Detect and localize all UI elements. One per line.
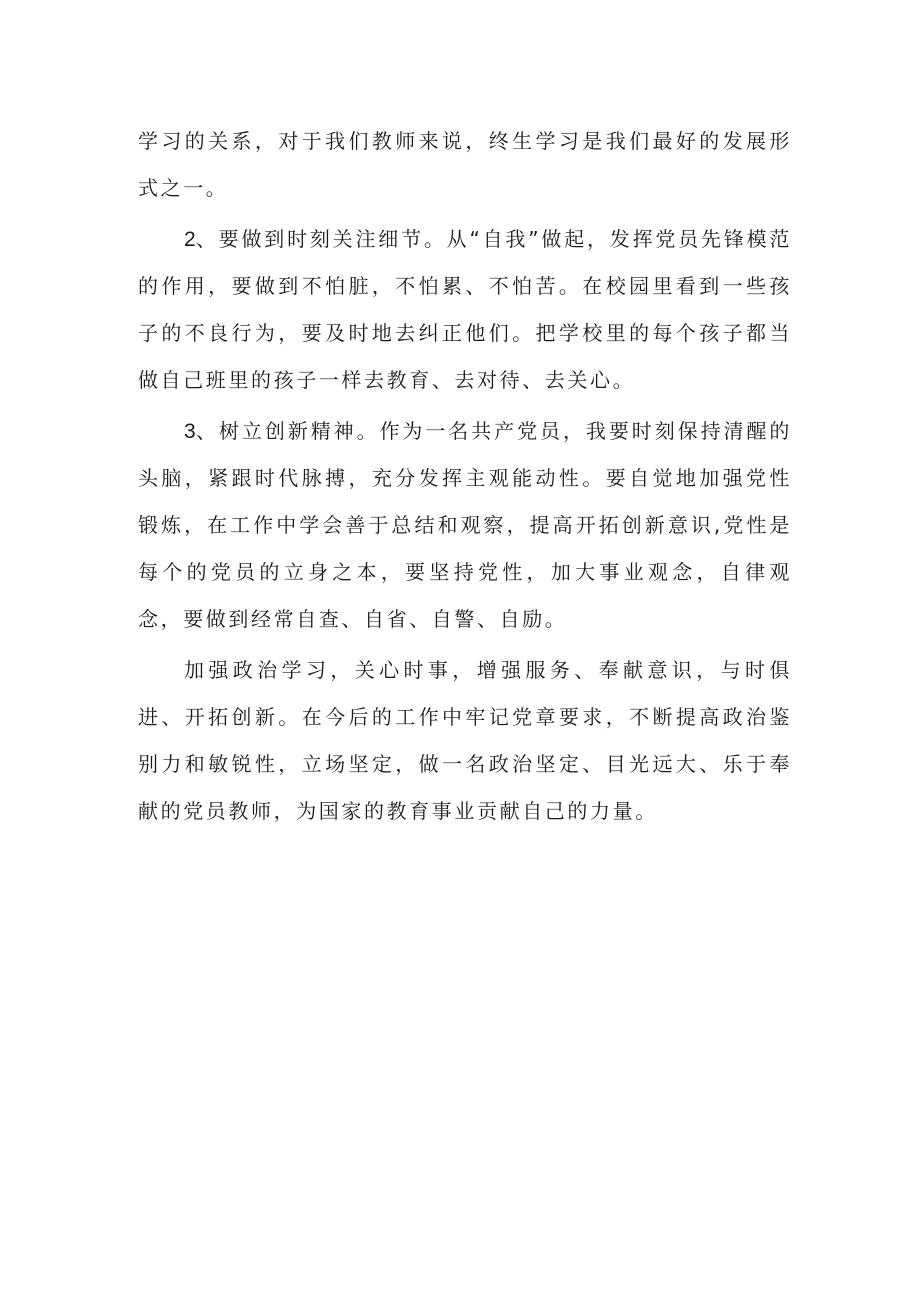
paragraph-point-3	[138, 408, 792, 643]
paragraph-text: 、要做到时刻关注细节。从“自我”做起，发挥党员先锋模范的作用，要做到不怕脏，不怕累、不怕苦。在校园里看到一些孩子的不良行为，要及时地去纠正他们。把学校里的每个孩子都当做自己班里的孩子一样去教育、去对待、去关心。	[138, 227, 792, 392]
paragraph-continuation	[138, 118, 792, 212]
point-number: 3	[184, 420, 196, 443]
point-number: 2	[184, 228, 196, 251]
paragraph-text: 学习的关系，对于我们教师来说，终生学习是我们最好的发展形式之一。	[138, 129, 792, 200]
paragraph-conclusion	[138, 647, 792, 835]
document-body	[138, 118, 792, 835]
paragraph-point-2	[138, 216, 792, 404]
paragraph-text: 加强政治学习，关心时事，增强服务、奉献意识，与时俱进、开拓创新。在今后的工作中牢记党章要求，不断提高政治鉴别力和敏锐性，立场坚定，做一名政治坚定、目光远大、乐于奉献的党员教师，为国家的教育事业贡献自己的力量。	[138, 658, 792, 823]
paragraph-text: 、树立创新精神。作为一名共产党员，我要时刻保持清醒的头脑，紧跟时代脉搏，充分发挥主观能动性。要自觉地加强党性锻炼，在工作中学会善于总结和观察，提高开拓创新意识,党性是每个的党员的立身之本，要坚持党性，加大事业观念，自律观念，要做到经常自查、自省、自警、自励。	[138, 419, 792, 631]
